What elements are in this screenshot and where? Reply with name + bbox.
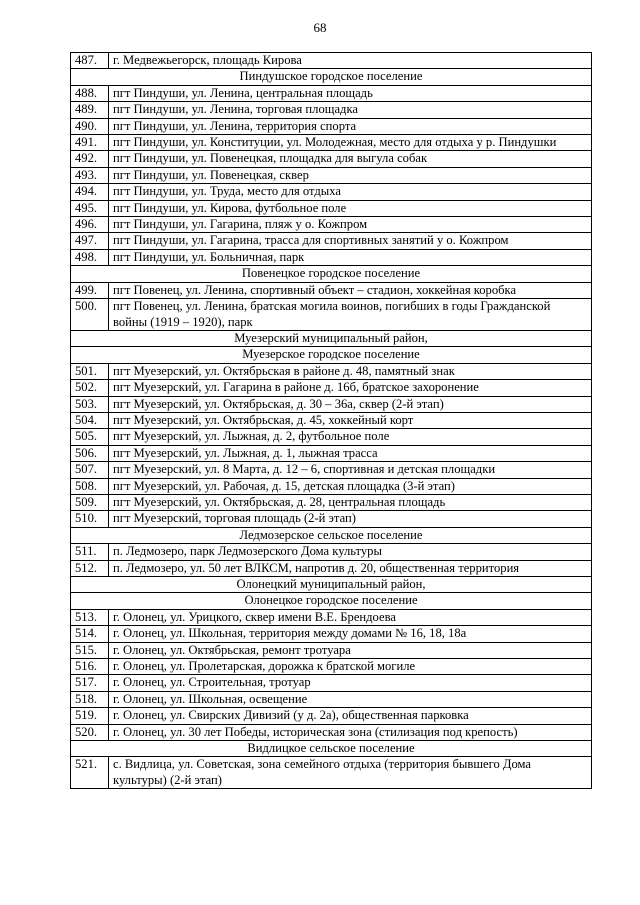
row-description: пгт Муезерский, ул. Октябрьская в районе д. 48, памятный знак <box>109 363 592 379</box>
row-number: 519. <box>71 708 109 724</box>
section-header: Муезерское городское поселение <box>71 347 592 363</box>
table-row <box>71 560 592 576</box>
row-description: пгт Пиндуши, ул. Больничная, парк <box>109 249 592 265</box>
row-number: 488. <box>71 85 109 101</box>
row-number: 514. <box>71 626 109 642</box>
row-description: пгт Пиндуши, ул. Кирова, футбольное поле <box>109 200 592 216</box>
row-number: 502. <box>71 380 109 396</box>
section-header-row <box>71 69 592 85</box>
row-number: 504. <box>71 412 109 428</box>
row-number: 506. <box>71 445 109 461</box>
table-row <box>71 85 592 101</box>
table-row <box>71 102 592 118</box>
table-row <box>71 282 592 298</box>
row-number: 487. <box>71 53 109 69</box>
table-row <box>71 642 592 658</box>
row-number: 516. <box>71 659 109 675</box>
section-header-row <box>71 527 592 543</box>
table-row <box>71 396 592 412</box>
row-number: 503. <box>71 396 109 412</box>
row-description: пгт Пиндуши, ул. Ленина, торговая площадка <box>109 102 592 118</box>
row-number: 505. <box>71 429 109 445</box>
table-row <box>71 511 592 527</box>
section-header-row <box>71 593 592 609</box>
row-description: пгт Муезерский, ул. Гагарина в районе д. 16б, братское захоронение <box>109 380 592 396</box>
row-number: 507. <box>71 462 109 478</box>
row-description: г. Олонец, ул. Свирских Дивизий (у д. 2а), общественная парковка <box>109 708 592 724</box>
row-number: 509. <box>71 494 109 510</box>
row-number: 510. <box>71 511 109 527</box>
section-header: Ледмозерское сельское поселение <box>71 527 592 543</box>
row-number: 515. <box>71 642 109 658</box>
table-row <box>71 200 592 216</box>
table-row <box>71 675 592 691</box>
row-description: пгт Муезерский, ул. Лыжная, д. 1, лыжная трасса <box>109 445 592 461</box>
row-number: 501. <box>71 363 109 379</box>
row-number: 491. <box>71 135 109 151</box>
section-header: Повенецкое городское поселение <box>71 266 592 282</box>
row-description: пгт Повенец, ул. Ленина, спортивный объект – стадион, хоккейная коробка <box>109 282 592 298</box>
section-header-row <box>71 266 592 282</box>
row-description: г. Олонец, ул. Строительная, тротуар <box>109 675 592 691</box>
table-row <box>71 429 592 445</box>
row-number: 518. <box>71 691 109 707</box>
table-row <box>71 708 592 724</box>
row-description: пгт Муезерский, ул. Лыжная, д. 2, футбольное поле <box>109 429 592 445</box>
row-number: 489. <box>71 102 109 118</box>
row-number: 511. <box>71 544 109 560</box>
row-number: 495. <box>71 200 109 216</box>
row-description: пгт Пиндуши, ул. Ленина, территория спорта <box>109 118 592 134</box>
row-description: пгт Муезерский, ул. Октябрьская, д. 28, центральная площадь <box>109 494 592 510</box>
row-description: пгт Повенец, ул. Ленина, братская могила воинов, погибших в годы Гражданской войны (1919 – 1920), парк <box>109 299 592 331</box>
section-header: Олонецкое городское поселение <box>71 593 592 609</box>
row-number: 493. <box>71 167 109 183</box>
row-description: пгт Муезерский, ул. Рабочая, д. 15, детская площадка (3-й этап) <box>109 478 592 494</box>
row-number: 520. <box>71 724 109 740</box>
row-number: 499. <box>71 282 109 298</box>
row-number: 517. <box>71 675 109 691</box>
table-row <box>71 233 592 249</box>
row-description: г. Медвежьегорск, площадь Кирова <box>109 53 592 69</box>
table-row <box>71 609 592 625</box>
section-header: Пиндушское городское поселение <box>71 69 592 85</box>
section-header: Видлицкое сельское поселение <box>71 741 592 757</box>
row-number: 494. <box>71 184 109 200</box>
table-row <box>71 544 592 560</box>
section-header: Муезерский муниципальный район, <box>71 330 592 346</box>
row-description: пгт Пиндуши, ул. Повенецкая, площадка для выгула собак <box>109 151 592 167</box>
table-row <box>71 184 592 200</box>
row-number: 498. <box>71 249 109 265</box>
row-description: г. Олонец, ул. Школьная, территория между домами № 16, 18, 18а <box>109 626 592 642</box>
table-row <box>71 659 592 675</box>
row-description: г. Олонец, ул. Урицкого, сквер имени В.Е. Брендоева <box>109 609 592 625</box>
row-number: 497. <box>71 233 109 249</box>
row-description: г. Олонец, ул. 30 лет Победы, историческая зона (стилизация под крепость) <box>109 724 592 740</box>
section-header-row <box>71 577 592 593</box>
row-number: 513. <box>71 609 109 625</box>
territory-registry-table <box>70 52 592 789</box>
row-number: 500. <box>71 299 109 331</box>
table-row <box>71 151 592 167</box>
table-row <box>71 217 592 233</box>
row-description: пгт Пиндуши, ул. Ленина, центральная площадь <box>109 85 592 101</box>
table-row <box>71 167 592 183</box>
table-row <box>71 135 592 151</box>
table-row <box>71 53 592 69</box>
section-header-row <box>71 330 592 346</box>
row-description: пгт Пиндуши, ул. Труда, место для отдыха <box>109 184 592 200</box>
row-description: пгт Пиндуши, ул. Конституции, ул. Молодежная, место для отдыха у р. Пиндушки <box>109 135 592 151</box>
row-description: п. Ледмозеро, ул. 50 лет ВЛКСМ, напротив д. 20, общественная территория <box>109 560 592 576</box>
row-number: 508. <box>71 478 109 494</box>
row-description: г. Олонец, ул. Школьная, освещение <box>109 691 592 707</box>
section-header-row <box>71 741 592 757</box>
table-row <box>71 626 592 642</box>
table-row <box>71 118 592 134</box>
table-row <box>71 462 592 478</box>
table-row <box>71 363 592 379</box>
row-description: п. Ледмозеро, парк Ледмозерского Дома культуры <box>109 544 592 560</box>
table-row <box>71 412 592 428</box>
row-description: пгт Муезерский, ул. Октябрьская, д. 30 – 36а, сквер (2-й этап) <box>109 396 592 412</box>
row-description: пгт Пиндуши, ул. Гагарина, пляж у о. Кожпром <box>109 217 592 233</box>
section-header-row <box>71 347 592 363</box>
table-row <box>71 299 592 331</box>
row-description: пгт Пиндуши, ул. Повенецкая, сквер <box>109 167 592 183</box>
table-row <box>71 380 592 396</box>
page-number: 68 <box>313 20 327 35</box>
section-header: Олонецкий муниципальный район, <box>71 577 592 593</box>
row-number: 492. <box>71 151 109 167</box>
row-description: пгт Муезерский, ул. 8 Марта, д. 12 – 6, спортивная и детская площадки <box>109 462 592 478</box>
table-row <box>71 724 592 740</box>
row-description: пгт Пиндуши, ул. Гагарина, трасса для спортивных занятий у о. Кожпром <box>109 233 592 249</box>
table-body <box>71 53 592 789</box>
row-number: 490. <box>71 118 109 134</box>
table-row <box>71 757 592 789</box>
row-number: 521. <box>71 757 109 789</box>
row-number: 496. <box>71 217 109 233</box>
table-row <box>71 494 592 510</box>
row-description: г. Олонец, ул. Октябрьская, ремонт тротуара <box>109 642 592 658</box>
row-number: 512. <box>71 560 109 576</box>
row-description: пгт Муезерский, торговая площадь (2-й этап) <box>109 511 592 527</box>
table-row <box>71 478 592 494</box>
row-description: с. Видлица, ул. Советская, зона семейного отдыха (территория бывшего Дома культуры) (2-й этап) <box>109 757 592 789</box>
table-row <box>71 249 592 265</box>
row-description: г. Олонец, ул. Пролетарская, дорожка к братской могиле <box>109 659 592 675</box>
table-row <box>71 691 592 707</box>
table-row <box>71 445 592 461</box>
row-description: пгт Муезерский, ул. Октябрьская, д. 45, хоккейный корт <box>109 412 592 428</box>
